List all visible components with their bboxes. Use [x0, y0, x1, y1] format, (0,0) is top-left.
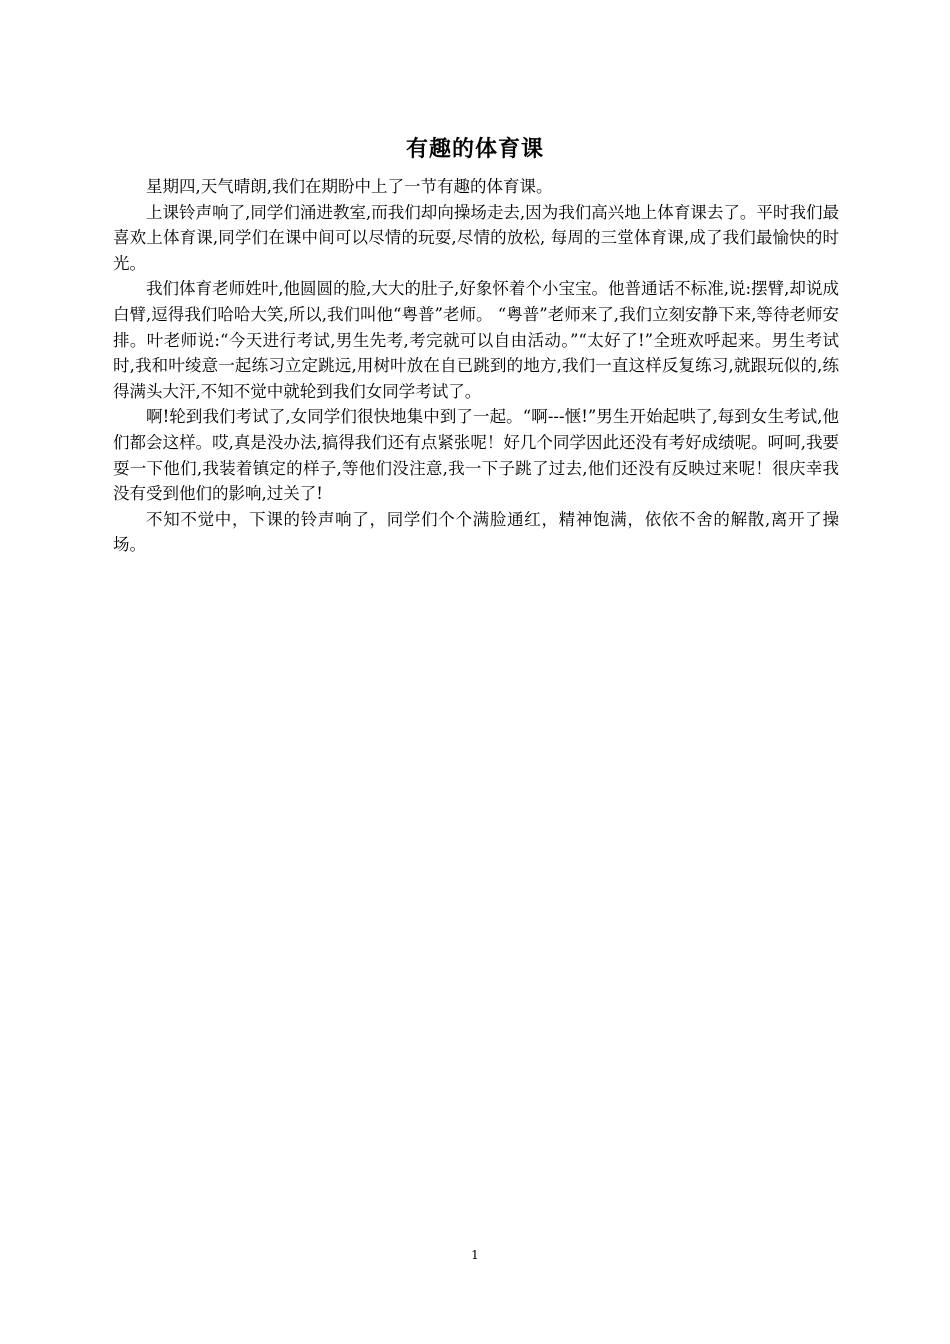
paragraph-3: 我们体育老师姓叶,他圆圆的脸,大大的肚子,好象怀着个小宝宝。他普通话不标准,说:摆臂,却说成白臂,逗得我们哈哈大笑,所以,我们叫他“粤普”老师。 “粤普”老师来了,我们立刻安静下来,等待老师安排。叶老师说:“今天进行考试,男生先考,考完就可以自由活动。”“太好了!”全班欢呼起来。男生考试时,我和叶绫意一起练习立定跳远,用树叶放在自已跳到的地方,我们一直这样反复练习,就跟玩似的,练得满头大汗,不知不觉中就轮到我们女同学考试了。 — [113, 279, 839, 401]
paragraph-4: 啊!轮到我们考试了,女同学们很快地集中到了一起。“啊---惬!”男生开始起哄了,每到女生考试,他们都会这样。哎,真是没办法,搞得我们还有点紧张呢！好几个同学因此还没有考好成绩呢。呵呵,我要耍一下他们,我装着镇定的样子,等他们没注意,我一下子跳了过去,他们还没有反映过来呢！很庆幸我没有受到他们的影响,过关了! — [113, 407, 839, 504]
document-title: 有趣的体育课 — [405, 136, 544, 162]
page-number: 1 — [471, 1248, 479, 1262]
paragraph-5: 不知不觉中，下课的铃声响了，同学们个个满脸通红，精神饱满，依依不舍的解散,离开了操场。 — [113, 509, 839, 555]
paragraph-1: 星期四,天气晴朗,我们在期盼中上了一节有趣的体育课。 — [146, 177, 553, 196]
document-body — [113, 174, 839, 558]
paragraph-2: 上课铃声响了,同学们涌进教室,而我们却向操场走去,因为我们高兴地上体育课去了。平时我们最喜欢上体育课,同学们在课中间可以尽情的玩耍,尽情的放松, 每周的三堂体育课,成了我们最愉快的时光。 — [113, 202, 839, 273]
